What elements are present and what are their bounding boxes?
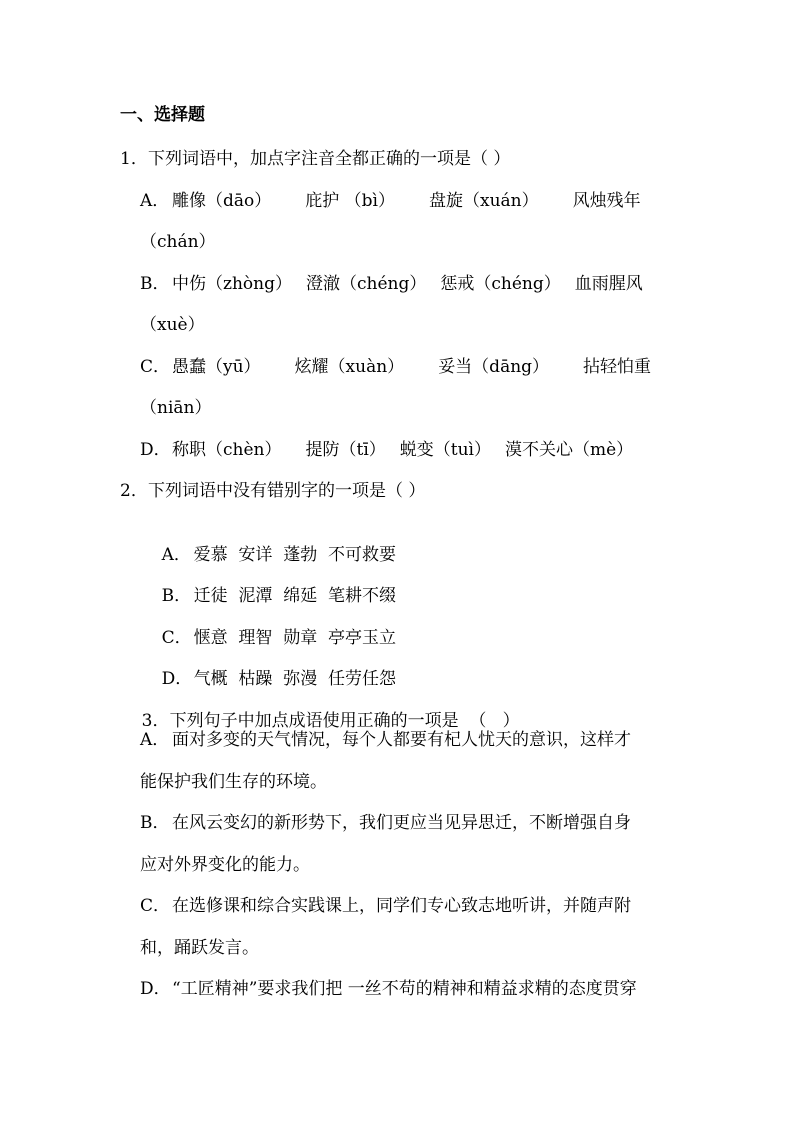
q1-option-b-cont: （xuè） xyxy=(140,315,205,335)
option-text: “工匠精神”要求我们把 一丝不苟的精神和精益求精的态度贯穿 xyxy=(172,979,637,999)
option-word: 庇护 （bì） xyxy=(305,191,395,211)
option-label: B． xyxy=(161,586,192,606)
option-label: C． xyxy=(140,357,171,377)
option-label: D． xyxy=(140,979,171,999)
option-word: 称职（chèn） xyxy=(172,440,282,460)
question-text: 下列词语中，加点字注音全都正确的一项是（ ） xyxy=(148,149,511,169)
option-word: 澄澈（chéng） xyxy=(305,274,427,294)
option-label: A． xyxy=(140,730,170,750)
option-text: 在选修课和综合实践课上，同学们专心致志地听讲，并随声附 xyxy=(172,896,631,916)
option-label: D． xyxy=(161,669,193,689)
question-text: 下列句子中加点成语使用正确的一项是 （ ） xyxy=(169,711,520,731)
question-1 xyxy=(120,148,510,170)
option-word: 中伤（zhòng） xyxy=(172,274,292,294)
option-word: 血雨腥风 xyxy=(574,274,643,294)
option-word: 妥当（dāng） xyxy=(438,357,550,377)
option-word: 风烛残年 xyxy=(572,191,641,211)
option-label: B． xyxy=(140,274,170,294)
option-word: 雕像（dāo） xyxy=(172,191,272,211)
q3-option-a xyxy=(140,729,631,751)
option-label: D． xyxy=(140,440,171,460)
option-text: 爱慕 安详 蓬勃 不可救要 xyxy=(193,545,397,565)
q1-option-a xyxy=(140,190,655,212)
question-number: 2． xyxy=(120,481,148,501)
option-text: 面对多变的天气情况，每个人都要有杞人忧天的意识，这样才 xyxy=(172,730,631,750)
option-word: 拈轻怕重 xyxy=(583,357,652,377)
question-text: 下列词语中没有错别字的一项是（ ） xyxy=(148,481,426,501)
q3-option-b-cont: 应对外界变化的能力。 xyxy=(140,855,310,875)
option-word: 惩戒（chéng） xyxy=(440,274,561,294)
q3-option-d xyxy=(140,978,637,1000)
option-label: A． xyxy=(140,191,170,211)
q1-option-b xyxy=(140,273,657,295)
q1-option-c xyxy=(140,356,665,378)
question-2 xyxy=(120,480,425,502)
q3-option-a-cont: 能保护我们生存的环境。 xyxy=(140,772,327,792)
option-label: C． xyxy=(140,896,171,916)
q3-option-b xyxy=(140,812,631,834)
option-text: 惬意 理智 勋章 亭亭玉立 xyxy=(193,628,397,648)
q1-option-c-cont: （niān） xyxy=(140,398,212,418)
option-word: 盘旋（xuán） xyxy=(429,191,539,211)
option-word: 愚蠢（yū） xyxy=(172,357,261,377)
option-text: 气概 枯躁 弥漫 任劳任怨 xyxy=(193,669,397,689)
section-title: 一、选择题 xyxy=(120,105,205,125)
option-label: A． xyxy=(161,545,191,565)
question-number: 1． xyxy=(120,149,148,169)
option-word: 漠不关心（mè） xyxy=(504,440,634,460)
option-word: 蜕变（tuì） xyxy=(399,440,491,460)
q1-option-d xyxy=(140,439,647,461)
option-text: 迁徒 泥潭 绵延 笔耕不缀 xyxy=(193,586,397,606)
option-word: 炫耀（xuàn） xyxy=(294,357,405,377)
question-number: 3． xyxy=(141,711,170,731)
q3-option-c-cont: 和，踊跃发言。 xyxy=(140,938,259,958)
option-text: 在风云变幻的新形势下，我们更应当见异思迁，不断增强自身 xyxy=(172,813,631,833)
q3-option-c xyxy=(140,895,631,917)
option-label: C． xyxy=(161,628,192,648)
option-word: 提防（tī） xyxy=(305,440,386,460)
option-label: B． xyxy=(140,813,170,833)
q1-option-a-cont: （chán） xyxy=(140,232,216,252)
